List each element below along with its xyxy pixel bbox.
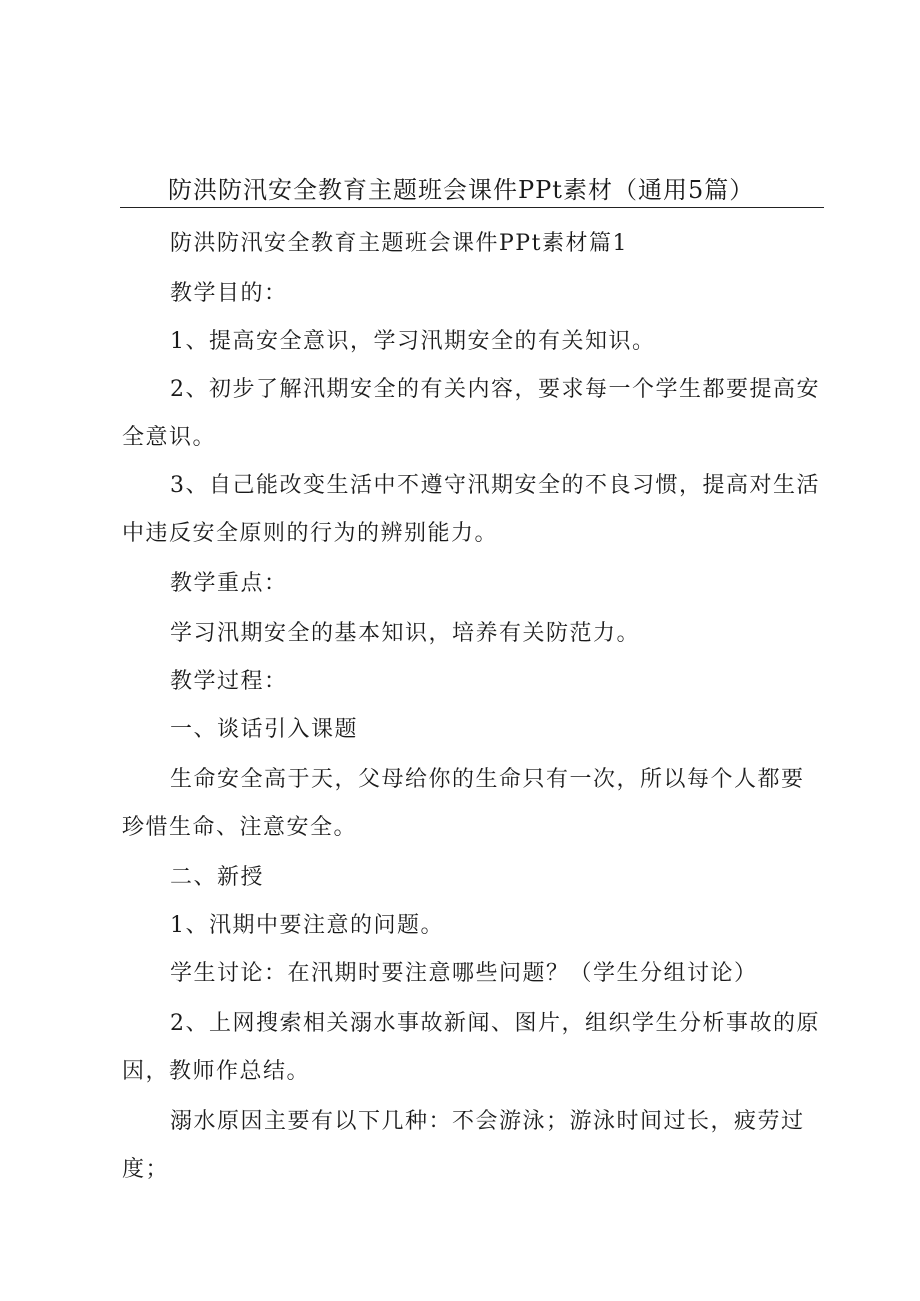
title-underline [120, 207, 824, 208]
paragraph: 学生讨论：在汛期时要注意哪些问题？（学生分组讨论） [170, 961, 758, 986]
document-title: 防洪防汛安全教育主题班会课件PPt素材（通用5篇） [168, 176, 755, 204]
paragraph: 3、自己能改变生活中不遵守汛期安全的不良习惯，提高对生活中违反安全原则的行为的辨别能力。 [122, 473, 820, 546]
paragraph: 二、新授 [170, 865, 265, 890]
paragraph: 2、初步了解汛期安全的有关内容，要求每一个学生都要提高安全意识。 [122, 377, 820, 450]
paragraph: 2、上网搜索相关溺水事故新闻、图片，组织学生分析事故的原因，教师作总结。 [122, 1011, 820, 1084]
paragraph: 1、提高安全意识，学习汛期安全的有关知识。 [170, 329, 656, 354]
paragraph: 教学过程： [170, 669, 288, 694]
paragraph: 学习汛期安全的基本知识，培养有关防范力。 [170, 621, 641, 646]
paragraph: 教学目的： [170, 281, 288, 306]
paragraph: 教学重点： [170, 571, 288, 596]
paragraph: 1、汛期中要注意的问题。 [170, 913, 444, 938]
section-heading: 防洪防汛安全教育主题班会课件PPt素材篇1 [170, 231, 628, 256]
paragraph: 生命安全高于天，父母给你的生命只有一次，所以每个人都要珍惜生命、注意安全。 [122, 767, 805, 840]
paragraph: 一、谈话引入课题 [170, 717, 359, 742]
paragraph: 溺水原因主要有以下几种：不会游泳；游泳时间过长，疲劳过度； [122, 1109, 805, 1182]
